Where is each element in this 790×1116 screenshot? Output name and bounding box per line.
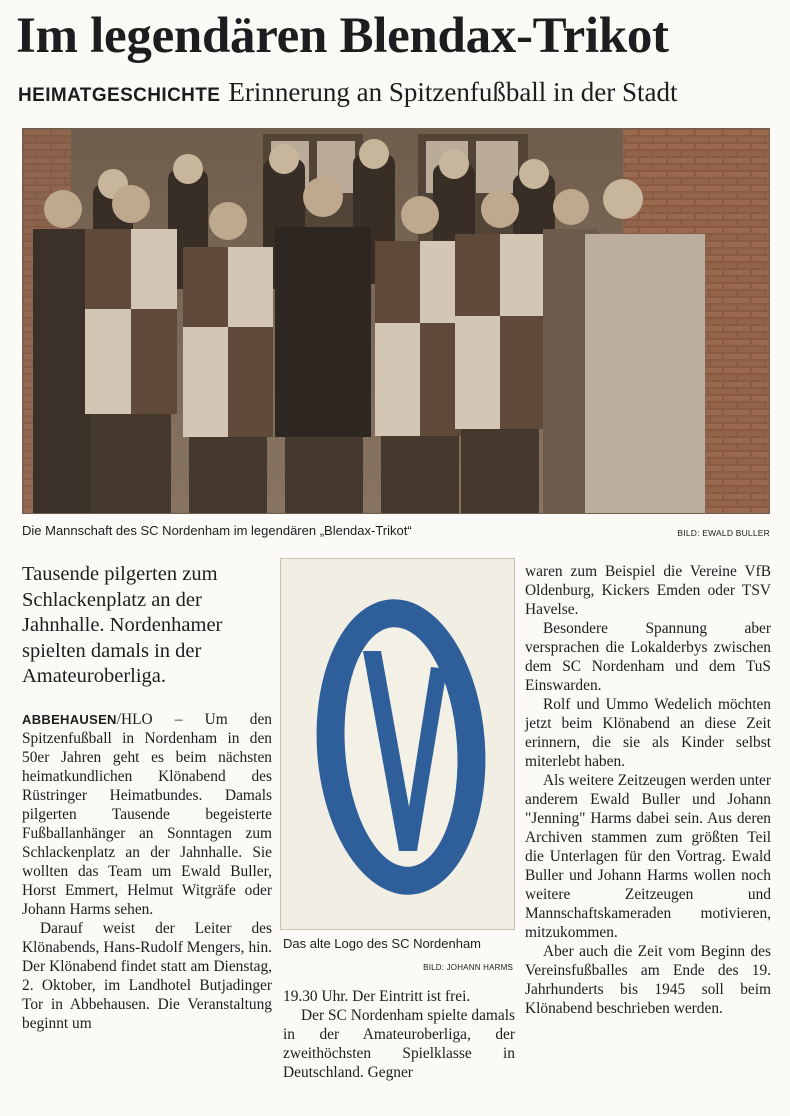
paragraph-8: Als weitere Zeitzeugen werden unter anderem Ewald Buller und Johann "Jenning" Harms dabei sein. Aus deren Archiven stammen zum größten Teil die Unterlagen für den Vortrag. Ewald Buller und Johann Harms wollen noch weitere Zeitzeugen und Mannschaftskameraden motivieren, mitzukommen. (525, 772, 771, 941)
paragraph-3: 19.30 Uhr. Der Eintritt ist frei. (283, 988, 471, 1005)
paragraph-1-text: – Um den Spitzenfußball in Nordenham in den 50er Jahren geht es beim nächsten heimatkundlichen Klönabend des Rüstringer Heimatbundes. Damals pilgerten Tausende begeisterte Fußballanhänger an Sonntagen zum Schlackenplatz an der Jahnhalle. Sie wollten das Team um Ewald Buller, Horst Emmert, Helmut Witgräfe oder Johann Harms sehen. (22, 711, 272, 918)
paragraph-9: Aber auch die Zeit vom Beginn des Vereinsfußballes am Ende des 19. Jahrhunderts bis 1945 soll beim Klönabend beschrieben werden. (525, 943, 771, 1017)
logo-caption (283, 934, 515, 972)
photo-caption (22, 520, 770, 542)
team-photo (22, 128, 770, 514)
logo-caption-text: Das alte Logo des SC Nordenham (283, 936, 482, 951)
dateline: ABBEHAUSEN (22, 712, 117, 727)
paragraph-4: Der SC Nordenham spielte damals in der Amateuroberliga, der zweithöchsten Spielklasse in Deutschland. Gegner (283, 1007, 515, 1081)
club-logo-image (280, 558, 515, 930)
team-photo-illustration (23, 129, 770, 514)
paragraph-2: Darauf weist der Leiter des Klönabends, Hans-Rudolf Mengers, hin. Der Klönabend findet statt am Dienstag, 2. Oktober, im Landhotel Butjadinger Tor in Abbehausen. Die Veranstaltung beginnt um (22, 920, 272, 1032)
photo-caption-text: Die Mannschaft des SC Nordenham im legendären „Blendax-Trikot“ (22, 523, 412, 538)
paragraph-6: Besondere Spannung aber versprachen die Lokalderbys zwischen dem SC Nordenham und dem TuS Einswarden. (525, 620, 771, 694)
paragraph-7: Rolf und Ummo Wedelich möchten jetzt beim Klönabend an diese Zeit erinnern, die sie als Kinder selbst miterlebt haben. (525, 696, 771, 770)
headline: Im legendären Blendax-Trikot (16, 8, 669, 64)
club-logo-icon (281, 559, 515, 930)
paragraph-5: waren zum Beispiel die Vereine VfB Oldenburg, Kickers Emden oder TSV Havelse. (525, 563, 771, 618)
article-column-3 (525, 562, 771, 1018)
kicker: HEIMATGESCHICHTE (18, 85, 221, 106)
lead-paragraph: Tausende pilgerten zum Schlackenplatz an der Jahnhalle. Nordenhamer spielten damals in der Amateuroberliga. (22, 563, 223, 687)
photo-credit: BILD: EWALD BULLER (677, 528, 770, 538)
article-column-2 (283, 987, 515, 1082)
subheadline-row (18, 70, 778, 119)
article-column-1 (22, 710, 272, 1033)
agency: /HLO (116, 711, 153, 728)
logo-credit: BILD: JOHANN HARMS (423, 963, 513, 972)
subheadline: Erinnerung an Spitzenfußball in der Stadt (228, 77, 678, 107)
paragraph-1 (22, 710, 272, 919)
